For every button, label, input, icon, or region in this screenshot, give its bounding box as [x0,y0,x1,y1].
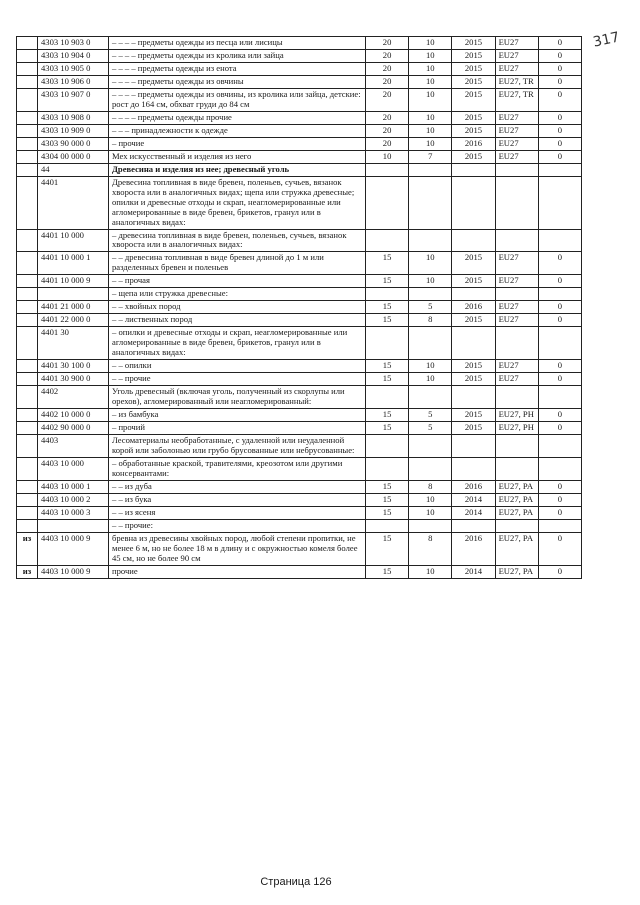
tariff-table [16,36,582,579]
row-rate-2 [409,163,452,176]
row-condition: EU27 [495,301,538,314]
row-description: Мех искусственный и изделия из него [109,150,366,163]
row-description: – – – – предметы одежды из овчины, из кролика или зайца, детские: рост до 164 см, обхват груди до 84 см [109,88,366,111]
row-condition: EU27 [495,275,538,288]
row-value: 0 [538,150,581,163]
row-year: 2015 [452,62,495,75]
row-condition: EU27, PA [495,493,538,506]
row-code: 4402 90 000 0 [38,422,109,435]
row-description: прочие [109,565,366,578]
row-rate-1: 15 [366,422,409,435]
row-value: 0 [538,252,581,275]
row-condition: EU27 [495,49,538,62]
row-rate-2: 10 [409,373,452,386]
row-value: 0 [538,373,581,386]
row-mark [17,163,38,176]
row-year [452,163,495,176]
row-mark [17,314,38,327]
row-rate-1: 20 [366,124,409,137]
row-year [452,327,495,360]
row-rate-2: 8 [409,314,452,327]
row-code: 4401 30 100 0 [38,360,109,373]
row-year: 2015 [452,124,495,137]
row-rate-2: 10 [409,565,452,578]
row-mark: из [17,532,38,565]
row-code: 4303 10 905 0 [38,62,109,75]
row-condition [495,434,538,457]
table-row [17,288,582,301]
row-rate-1: 15 [366,493,409,506]
row-condition [495,457,538,480]
row-condition: EU27, PA [495,506,538,519]
table-row [17,37,582,50]
row-description: Лесоматериалы необработанные, с удаленной или неудаленной корой или заболонью или грубо брусованные или небрусованные: [109,434,366,457]
row-mark [17,457,38,480]
row-value: 0 [538,49,581,62]
table-row [17,493,582,506]
row-mark [17,62,38,75]
row-mark [17,176,38,229]
row-year: 2015 [452,409,495,422]
table-row [17,373,582,386]
row-rate-2: 10 [409,37,452,50]
row-rate-2 [409,457,452,480]
row-mark [17,288,38,301]
row-condition: EU27 [495,137,538,150]
document-page [16,12,624,892]
row-code: 4303 10 908 0 [38,111,109,124]
row-condition [495,386,538,409]
row-mark [17,124,38,137]
row-code: 4403 10 000 2 [38,493,109,506]
table-row [17,150,582,163]
row-value: 0 [538,532,581,565]
row-condition: EU27, PH [495,422,538,435]
row-rate-1: 15 [366,314,409,327]
row-code: 4303 10 903 0 [38,37,109,50]
row-value: 0 [538,137,581,150]
row-rate-1: 20 [366,75,409,88]
table-row [17,314,582,327]
row-code: 4303 10 909 0 [38,124,109,137]
row-description: – – – – предметы одежды из енота [109,62,366,75]
row-description: – обработанные краской, травителями, креозотом или другими консервантами: [109,457,366,480]
row-year: 2015 [452,88,495,111]
row-code: 4303 90 000 0 [38,137,109,150]
row-description: – – опилки [109,360,366,373]
row-code: 4401 30 [38,327,109,360]
row-condition: EU27 [495,252,538,275]
row-value: 0 [538,111,581,124]
row-year: 2014 [452,493,495,506]
row-rate-1: 15 [366,532,409,565]
row-description: – древесина топливная в виде бревен, поленьев, сучьев, вязанок хвороста или в аналогичных видах: [109,229,366,252]
row-value: 0 [538,422,581,435]
table-row [17,409,582,422]
row-value [538,434,581,457]
row-description: – из бамбука [109,409,366,422]
row-code: 4401 10 000 9 [38,275,109,288]
row-description: – – лиственных пород [109,314,366,327]
row-code: 4403 10 000 3 [38,506,109,519]
row-condition: EU27 [495,314,538,327]
row-rate-1 [366,288,409,301]
row-rate-2: 5 [409,422,452,435]
row-rate-2: 5 [409,409,452,422]
row-description: – опилки и древесные отходы и скрап, неагломерированные или агломерированные в виде бревен, брикетов, гранул или в аналогичных видах: [109,327,366,360]
row-year: 2015 [452,111,495,124]
row-year: 2015 [452,150,495,163]
row-description: – прочие [109,137,366,150]
row-condition: EU27 [495,62,538,75]
row-condition [495,229,538,252]
row-value [538,288,581,301]
row-value: 0 [538,75,581,88]
row-value [538,163,581,176]
row-year: 2015 [452,373,495,386]
table-row [17,229,582,252]
row-rate-2 [409,176,452,229]
row-mark: из [17,565,38,578]
table-row [17,75,582,88]
row-mark [17,252,38,275]
row-code [38,519,109,532]
row-year [452,386,495,409]
table-row [17,434,582,457]
row-code: 4403 10 000 1 [38,480,109,493]
table-row [17,252,582,275]
row-condition: EU27 [495,111,538,124]
row-code: 4401 10 000 [38,229,109,252]
row-rate-2: 8 [409,532,452,565]
row-condition: EU27 [495,150,538,163]
table-row [17,88,582,111]
row-description: – – хвойных пород [109,301,366,314]
row-mark [17,434,38,457]
row-description: – – древесина топливная в виде бревен длиной до 1 м или разделенных бревен и поленьев [109,252,366,275]
row-rate-2 [409,386,452,409]
row-code: 4402 10 000 0 [38,409,109,422]
row-code: 4401 21 000 0 [38,301,109,314]
row-year: 2015 [452,37,495,50]
row-rate-1 [366,386,409,409]
table-row [17,49,582,62]
row-rate-1: 20 [366,37,409,50]
row-code: 4303 10 906 0 [38,75,109,88]
row-condition: EU27 [495,124,538,137]
row-value: 0 [538,480,581,493]
table-row [17,137,582,150]
row-mark [17,150,38,163]
row-year [452,176,495,229]
row-year: 2014 [452,506,495,519]
row-mark [17,301,38,314]
row-mark [17,137,38,150]
row-description: – – – принадлежности к одежде [109,124,366,137]
row-rate-1 [366,176,409,229]
handwritten-page-mark: 317 [591,29,622,51]
row-description: Уголь древесный (включая уголь, полученный из скорлупы или орехов), агломерированный или неагломерированный: [109,386,366,409]
row-value: 0 [538,301,581,314]
row-condition: EU27, TR [495,88,538,111]
row-value: 0 [538,360,581,373]
row-mark [17,409,38,422]
row-description: – – – – предметы одежды прочие [109,111,366,124]
row-year: 2016 [452,301,495,314]
row-rate-1: 20 [366,88,409,111]
row-rate-2: 8 [409,480,452,493]
row-rate-1: 20 [366,111,409,124]
row-value [538,327,581,360]
row-code: 4403 [38,434,109,457]
row-rate-1 [366,434,409,457]
row-rate-1: 10 [366,150,409,163]
row-value: 0 [538,506,581,519]
row-condition [495,288,538,301]
row-mark [17,360,38,373]
row-year: 2015 [452,422,495,435]
row-code: 4402 [38,386,109,409]
table-row [17,532,582,565]
row-description: – – прочие: [109,519,366,532]
row-condition: EU27, TR [495,75,538,88]
row-rate-2: 10 [409,49,452,62]
row-mark [17,229,38,252]
row-rate-2: 10 [409,137,452,150]
row-description: бревна из древесины хвойных пород, любой степени пропитки, не менее 6 м, но не более 18 м в длину и с окружностью комеля более 45 см, но не более 90 см [109,532,366,565]
row-value [538,176,581,229]
row-description: – – – – предметы одежды из кролика или зайца [109,49,366,62]
row-mark [17,373,38,386]
row-rate-2: 10 [409,111,452,124]
table-row [17,301,582,314]
row-mark [17,480,38,493]
row-description: – – – – предметы одежды из овчины [109,75,366,88]
row-value [538,519,581,532]
row-code: 4401 [38,176,109,229]
row-rate-1: 15 [366,275,409,288]
row-rate-1: 15 [366,360,409,373]
row-rate-2 [409,288,452,301]
row-description: – – из дуба [109,480,366,493]
row-mark [17,327,38,360]
row-rate-2: 7 [409,150,452,163]
table-row [17,275,582,288]
row-rate-2 [409,519,452,532]
row-rate-2: 10 [409,124,452,137]
row-description: – – – – предметы одежды из песца или лисицы [109,37,366,50]
row-year: 2016 [452,480,495,493]
row-description: Древесина топливная в виде бревен, поленьев, сучьев, вязанок хвороста или в аналогичных видах; щепа или стружка древесные; опилки и древесные отходы и скрап, неагломерированные или агломерированные в виде бревен, брикетов, гранул или в аналогичных видах: [109,176,366,229]
row-condition: EU27, PA [495,565,538,578]
row-rate-2: 10 [409,252,452,275]
row-rate-1: 15 [366,506,409,519]
table-row [17,111,582,124]
row-condition [495,176,538,229]
table-row [17,519,582,532]
row-rate-2: 10 [409,88,452,111]
row-rate-2 [409,434,452,457]
row-condition: EU27, PH [495,409,538,422]
row-code: 4304 00 000 0 [38,150,109,163]
table-row [17,422,582,435]
row-code: 4303 10 904 0 [38,49,109,62]
table-row [17,124,582,137]
row-rate-2: 10 [409,493,452,506]
table-row [17,480,582,493]
row-mark [17,111,38,124]
table-row [17,327,582,360]
row-rate-1 [366,457,409,480]
row-rate-1: 15 [366,565,409,578]
table-row [17,163,582,176]
row-description: – – прочая [109,275,366,288]
row-rate-2: 10 [409,506,452,519]
row-mark [17,493,38,506]
row-code [38,288,109,301]
row-condition: EU27, PA [495,532,538,565]
row-rate-1 [366,163,409,176]
row-rate-2: 10 [409,275,452,288]
row-rate-2: 10 [409,62,452,75]
tariff-table-body [17,37,582,579]
row-code: 4403 10 000 9 [38,565,109,578]
row-condition: EU27 [495,373,538,386]
row-year [452,229,495,252]
row-year [452,457,495,480]
row-year: 2015 [452,314,495,327]
row-rate-2: 10 [409,360,452,373]
row-rate-1 [366,229,409,252]
row-code: 44 [38,163,109,176]
row-year [452,288,495,301]
row-description: – щепа или стружка древесные: [109,288,366,301]
row-mark [17,75,38,88]
row-year [452,519,495,532]
row-rate-1: 15 [366,252,409,275]
row-year: 2016 [452,532,495,565]
table-row [17,386,582,409]
row-condition [495,519,538,532]
table-row [17,176,582,229]
row-rate-2: 5 [409,301,452,314]
row-year [452,434,495,457]
row-year: 2015 [452,275,495,288]
row-condition: EU27, PA [495,480,538,493]
row-condition [495,163,538,176]
row-rate-1: 15 [366,373,409,386]
row-rate-2 [409,327,452,360]
row-description: – – прочие [109,373,366,386]
row-code: 4303 10 907 0 [38,88,109,111]
row-value: 0 [538,275,581,288]
row-value [538,457,581,480]
row-description: – – из ясеня [109,506,366,519]
row-year: 2015 [452,360,495,373]
row-value: 0 [538,37,581,50]
row-year: 2016 [452,137,495,150]
table-row [17,360,582,373]
table-row [17,457,582,480]
row-rate-2 [409,229,452,252]
row-mark [17,37,38,50]
row-mark [17,275,38,288]
row-value: 0 [538,493,581,506]
row-year: 2015 [452,75,495,88]
row-rate-1: 15 [366,409,409,422]
row-year: 2014 [452,565,495,578]
row-rate-1: 20 [366,62,409,75]
row-rate-2: 10 [409,75,452,88]
row-rate-1: 15 [366,301,409,314]
row-mark [17,49,38,62]
row-condition [495,327,538,360]
row-mark [17,422,38,435]
row-year: 2015 [452,252,495,275]
row-description: Древесина и изделия из нее; древесный уголь [109,163,366,176]
row-code: 4401 10 000 1 [38,252,109,275]
row-condition: EU27 [495,360,538,373]
row-rate-1 [366,327,409,360]
row-code: 4403 10 000 [38,457,109,480]
row-mark [17,506,38,519]
row-description: – прочий [109,422,366,435]
row-condition: EU27 [495,37,538,50]
row-value: 0 [538,124,581,137]
row-mark [17,519,38,532]
row-year: 2015 [452,49,495,62]
table-row [17,62,582,75]
row-value: 0 [538,88,581,111]
row-value: 0 [538,62,581,75]
row-code: 4401 30 900 0 [38,373,109,386]
row-rate-1: 15 [366,480,409,493]
table-row [17,565,582,578]
row-value: 0 [538,409,581,422]
row-mark [17,88,38,111]
row-code: 4401 22 000 0 [38,314,109,327]
row-rate-1 [366,519,409,532]
row-description: – – из бука [109,493,366,506]
page-number: Страница 126 [260,876,332,888]
row-code: 4403 10 000 9 [38,532,109,565]
table-row [17,506,582,519]
row-rate-1: 20 [366,49,409,62]
row-rate-1: 20 [366,137,409,150]
row-value [538,386,581,409]
row-mark [17,386,38,409]
row-value: 0 [538,314,581,327]
row-value [538,229,581,252]
row-value: 0 [538,565,581,578]
